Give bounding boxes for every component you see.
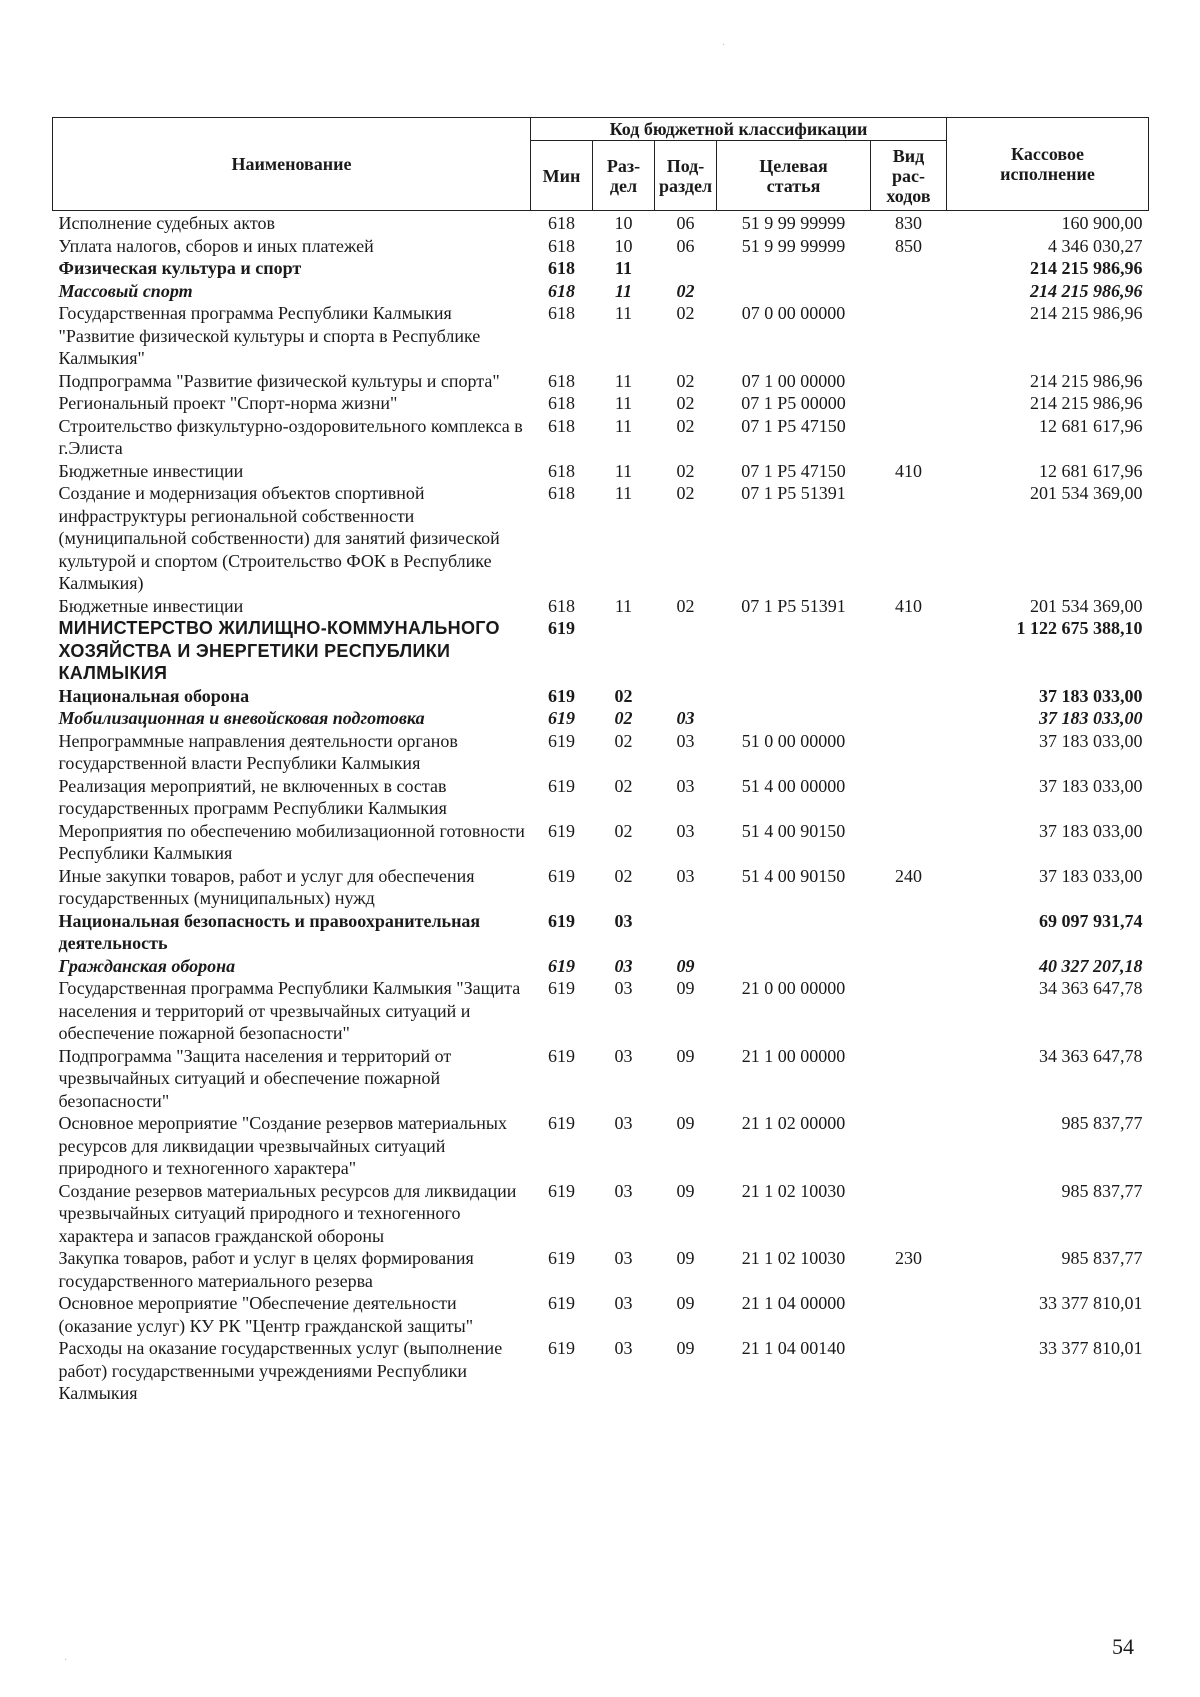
cell-kassovoe: 1 122 675 388,10 [1016,618,1143,638]
cell-min: 619 [548,1293,575,1313]
cell-min: 618 [548,460,575,481]
cell-kassovoe: 201 534 369,00 [1030,595,1143,616]
header-celevaya: Целевая статья [717,141,871,211]
cell-celevaya: 21 1 04 00140 [741,1338,846,1358]
cell-celevaya [717,617,871,685]
table-row [53,910,1149,955]
table-row [53,1292,1149,1337]
cell-kassovoe: 37 183 033,00 [1039,820,1143,841]
cell-vid [871,775,947,820]
table-row [53,595,1149,618]
cell-razdel: 03 [614,1113,633,1133]
cell-kassovoe: 985 837,77 [1061,1113,1143,1133]
cell-podrazdel: 02 [676,393,695,413]
cell-razdel: 03 [614,910,633,931]
cell-kassovoe: 214 215 986,96 [1030,303,1143,323]
cell-min: 619 [548,955,575,976]
cell-vid [871,1337,947,1405]
cell-celevaya: 51 0 00 00000 [741,730,846,751]
cell-razdel: 11 [614,303,633,323]
cell-celevaya [717,707,871,730]
cell-kassovoe: 34 363 647,78 [1039,1045,1143,1066]
cell-razdel: 11 [614,280,632,301]
cell-razdel: 03 [614,1045,633,1066]
table-row [53,1112,1149,1180]
cell-min: 619 [548,730,575,751]
cell-kassovoe: 40 327 207,18 [1039,955,1143,976]
cell-podrazdel: 03 [676,820,695,841]
table-row [53,685,1149,708]
cell-name: Основное мероприятие "Создание резервов материальных ресурсов для ликвидации чрезвычайных ситуаций природного и техногенного характера" [58,1113,507,1178]
cell-celevaya [717,280,871,303]
budget-table [52,117,1149,1405]
cell-razdel: 02 [614,775,633,796]
cell-celevaya: 21 1 02 10030 [741,1180,846,1201]
cell-kassovoe: 12 681 617,96 [1039,460,1143,481]
header-name: Наименование [53,118,531,211]
table-row [53,257,1149,280]
cell-celevaya [717,955,871,978]
table-row [53,482,1149,595]
cell-podrazdel: 02 [676,460,695,481]
cell-name: Региональный проект "Спорт-норма жизни" [58,393,398,413]
cell-podrazdel: 09 [676,955,695,976]
cell-kassovoe: 4 346 030,27 [1048,235,1143,256]
cell-min: 619 [548,910,575,931]
cell-celevaya [717,910,871,955]
cell-razdel: 03 [614,1338,633,1358]
table-row [53,707,1149,730]
cell-vid [871,617,947,685]
cell-podrazdel: 09 [676,1180,695,1201]
table-row [53,1180,1149,1248]
cell-kassovoe: 37 183 033,00 [1039,685,1143,706]
cell-vid [871,955,947,978]
cell-celevaya: 21 0 00 00000 [741,978,846,998]
cell-vid [871,1292,947,1337]
cell-kassovoe: 214 215 986,96 [1030,280,1143,301]
cell-kassovoe: 37 183 033,00 [1039,865,1143,886]
cell-name: Мероприятия по обеспечению мобилизационной готовности Республики Калмыкия [58,820,525,863]
cell-name: Бюджетные инвестиции [58,595,244,616]
cell-kassovoe: 214 215 986,96 [1030,393,1143,413]
cell-name: Бюджетные инвестиции [58,460,244,481]
cell-vid [871,370,947,393]
cell-podrazdel: 02 [676,303,695,323]
cell-name: Уплата налогов, сборов и иных платежей [58,235,374,256]
cell-kassovoe: 33 377 810,01 [1039,1338,1143,1358]
cell-vid [871,910,947,955]
cell-kassovoe: 33 377 810,01 [1039,1293,1143,1313]
cell-min: 619 [548,820,575,841]
cell-celevaya: 21 1 04 00000 [741,1293,846,1313]
cell-kassovoe: 34 363 647,78 [1039,978,1143,998]
table-row [53,280,1149,303]
cell-kassovoe: 37 183 033,00 [1039,708,1143,728]
cell-celevaya: 51 9 99 99999 [741,235,846,256]
cell-min: 618 [548,393,575,413]
cell-razdel: 11 [614,258,632,278]
cell-podrazdel: 09 [676,1045,695,1066]
cell-podrazdel: 03 [676,730,695,751]
cell-celevaya: 07 1 P5 00000 [741,393,846,413]
cell-razdel: 11 [614,483,633,503]
table-row [53,730,1149,775]
cell-name: Массовый спорт [58,280,193,301]
cell-name: МИНИСТЕРСТВО ЖИЛИЩНО-КОММУНАЛЬНОГО ХОЗЯЙСТВА И ЭНЕРГЕТИКИ РЕСПУБЛИКИ КАЛМЫКИЯ [58,618,500,683]
cell-razdel: 03 [614,1293,633,1313]
cell-celevaya: 07 1 P5 47150 [741,460,846,481]
cell-kassovoe: 214 215 986,96 [1030,258,1143,278]
cell-razdel: 11 [614,460,633,481]
cell-razdel: 02 [614,685,633,706]
cell-razdel: 11 [614,393,633,413]
cell-vid [871,415,947,460]
table-row [53,775,1149,820]
cell-razdel: 03 [614,1248,633,1268]
cell-kassovoe: 214 215 986,96 [1030,370,1143,391]
table-row [53,977,1149,1045]
header-podrazdel: Под- раздел [655,141,717,211]
cell-vid [871,302,947,370]
cell-min: 618 [548,280,575,301]
cell-razdel: 10 [614,235,633,256]
cell-name: Национальная оборона [58,685,250,706]
cell-name: Государственная программа Республики Калмыкия "Развитие физической культуры и спорта в Республике Калмыкия" [58,303,481,368]
scan-speck: · [64,1655,68,1666]
cell-vid [871,392,947,415]
table-row [53,235,1149,258]
cell-vid [871,707,947,730]
cell-vid: 230 [895,1248,922,1268]
table-row [53,820,1149,865]
cell-min: 619 [548,1180,575,1201]
table-row [53,1045,1149,1113]
page-number: 54 [1112,1634,1134,1659]
cell-celevaya: 07 1 P5 51391 [741,595,846,616]
cell-podrazdel: 09 [676,1113,695,1133]
cell-min: 618 [548,303,575,323]
cell-celevaya: 07 0 00 00000 [741,303,846,323]
cell-name: Создание и модернизация объектов спортивной инфраструктуры региональной собственности (муниципальной собственности) для занятий физической культурой и спортом (Строительство ФОК в Республике Калмыкия) [58,483,500,593]
cell-name: Физическая культура и спорт [58,258,302,278]
table-row [53,1247,1149,1292]
cell-celevaya: 21 1 02 00000 [741,1113,846,1133]
header-razdel: Раз- дел [593,141,655,211]
cell-min: 618 [548,370,575,391]
cell-podrazdel: 03 [676,865,695,886]
cell-celevaya: 51 9 99 99999 [741,213,846,233]
cell-razdel: 03 [614,978,633,998]
cell-celevaya: 07 1 P5 47150 [741,415,846,436]
cell-razdel: 02 [614,730,633,751]
cell-min: 618 [548,213,575,233]
cell-podrazdel: 02 [676,370,695,391]
cell-kassovoe: 985 837,77 [1061,1248,1143,1268]
cell-celevaya [717,257,871,280]
cell-podrazdel: 02 [676,483,695,503]
cell-razdel: 10 [614,213,633,233]
table-row [53,460,1149,483]
cell-name: Строительство физкультурно-оздоровительного комплекса в г.Элиста [58,415,523,458]
cell-podrazdel: 03 [676,708,695,728]
cell-name: Создание резервов материальных ресурсов для ликвидации чрезвычайных ситуаций природного и техногенного характера и запасов гражданской обороны [58,1180,517,1246]
cell-razdel: 11 [614,370,633,391]
cell-kassovoe: 37 183 033,00 [1039,730,1143,751]
cell-vid: 240 [895,865,922,886]
cell-celevaya: 21 1 00 00000 [741,1045,846,1066]
cell-name: Подпрограмма "Защита населения и территорий от чрезвычайных ситуаций и обеспечение пожарной безопасности" [58,1045,452,1111]
cell-name: Реализация мероприятий, не включенных в состав государственных программ Республики Калмыкия [58,775,447,818]
cell-kassovoe: 69 097 931,74 [1039,910,1143,931]
cell-razdel: 11 [614,415,633,436]
cell-vid: 850 [895,235,922,256]
cell-min: 619 [548,685,575,706]
cell-name: Основное мероприятие "Обеспечение деятельности (оказание услуг) КУ РК "Центр гражданской защиты" [58,1293,474,1336]
cell-min: 619 [548,1338,575,1358]
cell-name: Закупка товаров, работ и услуг в целях формирования государственного материального резерва [58,1248,474,1291]
cell-min: 619 [548,1248,575,1268]
table-row [53,211,1149,235]
cell-podrazdel: 09 [676,1338,695,1358]
table-row [53,370,1149,393]
cell-min: 619 [548,1045,575,1066]
cell-razdel: 02 [614,865,633,886]
cell-name: Исполнение судебных актов [58,213,276,233]
cell-razdel: 11 [614,595,633,616]
cell-name: Подпрограмма "Развитие физической культуры и спорта" [58,370,500,391]
cell-podrazdel: 09 [676,1248,695,1268]
cell-kassovoe: 37 183 033,00 [1039,775,1143,796]
cell-celevaya: 07 1 P5 51391 [741,483,846,503]
cell-podrazdel: 06 [676,235,695,256]
cell-celevaya: 51 4 00 90150 [741,820,846,841]
cell-celevaya: 51 4 00 90150 [741,865,846,886]
cell-min: 619 [548,708,575,728]
table-body [53,211,1149,1405]
cell-name: Национальная безопасность и правоохранительная деятельность [58,910,481,953]
table-row [53,1337,1149,1405]
cell-kassovoe: 201 534 369,00 [1030,483,1143,503]
cell-celevaya: 51 4 00 00000 [741,775,846,796]
scan-speck: · [722,40,726,51]
table-header [53,118,1149,211]
table-row [53,392,1149,415]
cell-min: 618 [548,415,575,436]
cell-vid [871,685,947,708]
cell-min: 619 [548,978,575,998]
cell-min: 619 [548,1113,575,1133]
cell-name: Государственная программа Республики Калмыкия "Защита населения и территорий от чрезвычайных ситуаций и обеспечение пожарной безопасности" [58,978,521,1043]
cell-name: Гражданская оборона [58,955,236,976]
cell-kassovoe: 985 837,77 [1061,1180,1143,1201]
cell-razdel: 02 [614,708,633,728]
cell-podrazdel [655,910,717,955]
cell-celevaya [717,685,871,708]
cell-name: Непрограммные направления деятельности органов государственной власти Республики Калмыкия [58,730,458,773]
cell-razdel: 03 [614,955,633,976]
cell-podrazdel: 02 [676,595,695,616]
cell-vid: 410 [895,460,922,481]
cell-podrazdel: 03 [676,775,695,796]
cell-kassovoe: 160 900,00 [1061,213,1143,233]
cell-podrazdel: 09 [676,978,695,998]
cell-vid [871,1045,947,1113]
table-row [53,955,1149,978]
cell-razdel [593,617,655,685]
cell-name: Иные закупки товаров, работ и услуг для обеспечения государственных (муниципальных) нужд [58,865,475,908]
table-row [53,865,1149,910]
header-code-group: Код бюджетной классификации [531,118,947,141]
cell-podrazdel [655,685,717,708]
cell-min: 618 [548,595,575,616]
cell-podrazdel: 09 [676,1293,695,1313]
cell-celevaya: 07 1 00 00000 [741,370,846,391]
table-row [53,302,1149,370]
cell-min: 618 [548,258,575,278]
cell-razdel: 02 [614,820,633,841]
cell-min: 618 [548,483,575,503]
cell-vid [871,820,947,865]
cell-name: Расходы на оказание государственных услуг (выполнение работ) государственными учреждениями Республики Калмыкия [58,1338,503,1403]
cell-vid [871,730,947,775]
cell-kassovoe: 12 681 617,96 [1039,415,1143,436]
cell-vid: 410 [895,595,922,616]
cell-vid [871,1180,947,1248]
cell-vid [871,280,947,303]
cell-vid [871,482,947,595]
header-min: Мин [531,141,593,211]
cell-podrazdel [655,617,717,685]
cell-min: 619 [548,865,575,886]
table-row [53,617,1149,685]
header-vid: Вид рас- ходов [871,141,947,211]
table-row [53,415,1149,460]
cell-podrazdel: 06 [676,213,695,233]
cell-vid [871,977,947,1045]
cell-podrazdel: 02 [676,280,695,301]
cell-razdel: 03 [614,1180,633,1201]
cell-vid [871,1112,947,1180]
cell-name: Мобилизационная и вневойсковая подготовка [58,708,425,728]
cell-podrazdel: 02 [676,415,695,436]
cell-min: 618 [548,235,575,256]
cell-celevaya: 21 1 02 10030 [741,1248,846,1268]
header-kassovoe: Кассовое исполнение [947,118,1149,211]
cell-podrazdel [655,257,717,280]
cell-vid [871,257,947,280]
cell-min: 619 [548,618,575,638]
cell-min: 619 [548,775,575,796]
cell-vid: 830 [895,213,922,233]
